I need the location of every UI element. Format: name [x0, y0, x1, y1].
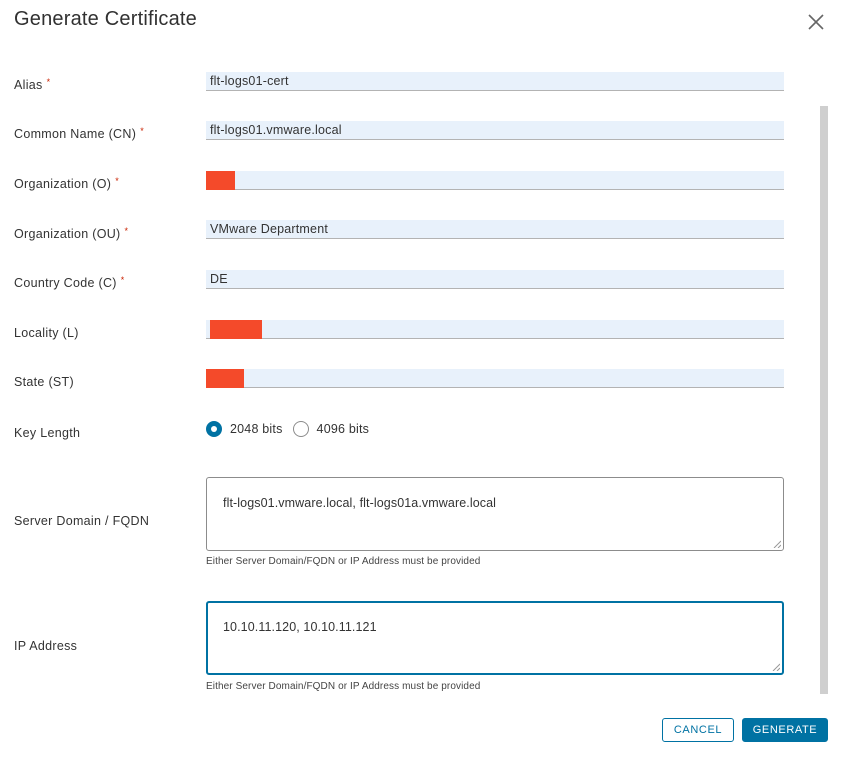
server-domain-value: flt-logs01.vmware.local, flt-logs01a.vmware.local — [223, 496, 497, 510]
radio-2048[interactable] — [206, 421, 222, 437]
scrollbar[interactable] — [820, 106, 828, 694]
server-domain-helper: Either Server Domain/FQDN or IP Address must be provided — [206, 556, 481, 567]
server-domain-label: Server Domain / FQDN — [14, 514, 150, 528]
common-name-input[interactable] — [206, 121, 784, 140]
close-button[interactable] — [804, 10, 828, 34]
resize-grip-icon[interactable] — [772, 663, 780, 671]
ip-address-label: IP Address — [14, 639, 78, 653]
key-length-label: Key Length — [14, 426, 81, 440]
radio-4096[interactable] — [293, 421, 309, 437]
organization-input[interactable] — [206, 171, 784, 190]
organization-label: Organization (O) * — [14, 176, 120, 191]
org-unit-label: Organization (OU) * — [14, 226, 129, 241]
alias-value: flt-logs01-cert — [210, 74, 289, 88]
locality-input[interactable] — [206, 320, 784, 339]
org-unit-value: VMware Department — [210, 222, 329, 236]
required-marker: * — [120, 275, 125, 285]
radio-4096-label[interactable]: 4096 bits — [316, 422, 370, 436]
common-name-value: flt-logs01.vmware.local — [210, 123, 342, 137]
alias-input[interactable] — [206, 72, 784, 91]
redaction-block — [206, 369, 244, 388]
required-marker: * — [46, 77, 51, 87]
country-code-label: Country Code (C) * — [14, 275, 125, 290]
country-code-value: DE — [210, 272, 228, 286]
common-name-label: Common Name (CN) * — [14, 126, 144, 141]
required-marker: * — [115, 176, 120, 186]
ip-address-helper: Either Server Domain/FQDN or IP Address must be provided — [206, 681, 481, 692]
ip-address-value: 10.10.11.120, 10.10.11.121 — [223, 620, 377, 634]
state-label: State (ST) — [14, 375, 74, 389]
alias-label: Alias * — [14, 77, 51, 92]
org-unit-input[interactable] — [206, 220, 784, 239]
generate-button[interactable]: GENERATE — [742, 718, 828, 742]
cancel-button[interactable]: CANCEL — [662, 718, 734, 742]
close-icon — [804, 10, 828, 34]
required-marker: * — [140, 126, 144, 136]
resize-grip-icon[interactable] — [773, 540, 781, 548]
state-input[interactable] — [206, 369, 784, 388]
radio-2048-label[interactable]: 2048 bits — [230, 422, 283, 436]
locality-label: Locality (L) — [14, 326, 79, 340]
redaction-block — [206, 171, 235, 190]
required-marker: * — [124, 226, 129, 236]
ip-address-textarea[interactable] — [206, 601, 784, 675]
redaction-block — [210, 320, 262, 339]
dialog-title: Generate Certificate — [14, 8, 197, 30]
key-length-radio-group — [206, 420, 379, 438]
server-domain-textarea[interactable] — [206, 477, 784, 551]
country-code-input[interactable] — [206, 270, 784, 289]
